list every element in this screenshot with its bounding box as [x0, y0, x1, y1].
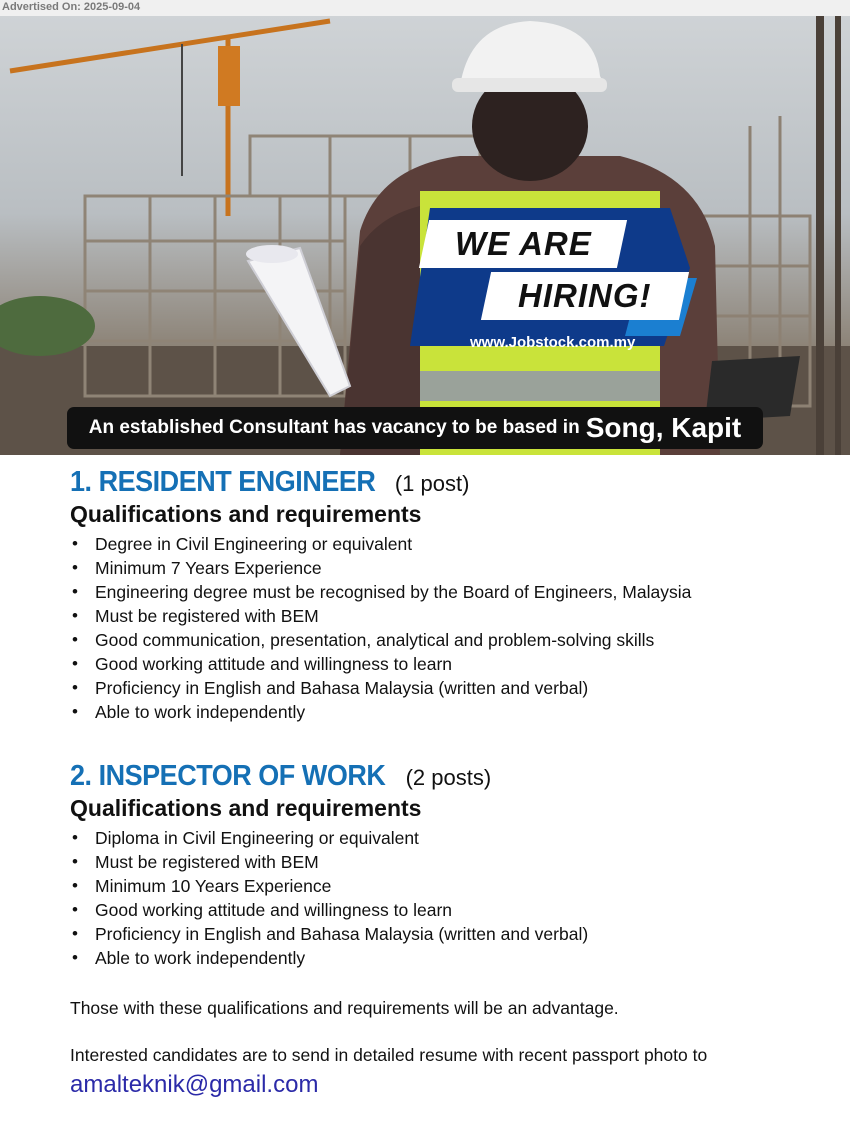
website-link[interactable]: www.Jobstock.com.my	[470, 334, 636, 351]
list-item: • Diploma in Civil Engineering or equivalent	[70, 826, 588, 850]
job-post-count: (1 post)	[394, 471, 470, 496]
list-item: • Proficiency in English and Bahasa Malaysia (written and verbal)	[70, 676, 691, 700]
banner-lead-text: An established Consultant has vacancy to be based in	[88, 417, 580, 438]
job-title: 1. RESIDENT ENGINEER	[70, 466, 376, 498]
job-title: 2. INSPECTOR OF WORK	[70, 760, 386, 792]
list-item: • Engineering degree must be recognised by the Board of Engineers, Malaysia	[70, 580, 691, 604]
contact-email-link[interactable]: amalteknik@gmail.com	[70, 1071, 319, 1098]
list-item: • Proficiency in English and Bahasa Malaysia (written and verbal)	[70, 922, 588, 946]
job-title-line	[70, 760, 588, 793]
list-item: • Good working attitude and willingness to learn	[70, 652, 691, 676]
hiring-badge	[404, 206, 700, 376]
list-item: • Able to work independently	[70, 946, 588, 970]
list-item: • Minimum 7 Years Experience	[70, 556, 691, 580]
requirements-heading: Qualifications and requirements	[70, 501, 422, 527]
requirements-list	[70, 532, 691, 724]
list-item: • Minimum 10 Years Experience	[70, 874, 588, 898]
list-item: • Must be registered with BEM	[70, 604, 691, 628]
requirements-list	[70, 826, 588, 970]
job-section-inspector-of-work	[70, 760, 588, 970]
hiring-label-box	[481, 272, 689, 320]
job-post-count: (2 posts)	[405, 765, 492, 790]
advertised-date: Advertised On: 2025-09-04	[2, 1, 141, 13]
job-title-line	[70, 466, 691, 499]
list-item: • Good working attitude and willingness to learn	[70, 898, 588, 922]
list-item: • Degree in Civil Engineering or equivalent	[70, 532, 691, 556]
list-item: • Able to work independently	[70, 700, 691, 724]
we-are-label: WE ARE	[454, 225, 592, 262]
hero-image	[0, 16, 850, 455]
application-instruction: Interested candidates are to send in detailed resume with recent passport photo to	[70, 1045, 708, 1065]
advertised-date-bar	[0, 0, 850, 17]
job-section-resident-engineer	[70, 466, 691, 724]
requirements-heading: Qualifications and requirements	[70, 795, 422, 821]
advantage-note: Those with these qualifications and requirements will be an advantage.	[70, 998, 619, 1018]
location-banner	[67, 407, 763, 449]
list-item: • Good communication, presentation, analytical and problem-solving skills	[70, 628, 691, 652]
list-item: • Must be registered with BEM	[70, 850, 588, 874]
crane-icon	[10, 21, 330, 216]
we-are-label-box	[419, 220, 627, 268]
hiring-label: HIRING!	[518, 277, 652, 314]
banner-location: Song, Kapit	[585, 412, 742, 443]
